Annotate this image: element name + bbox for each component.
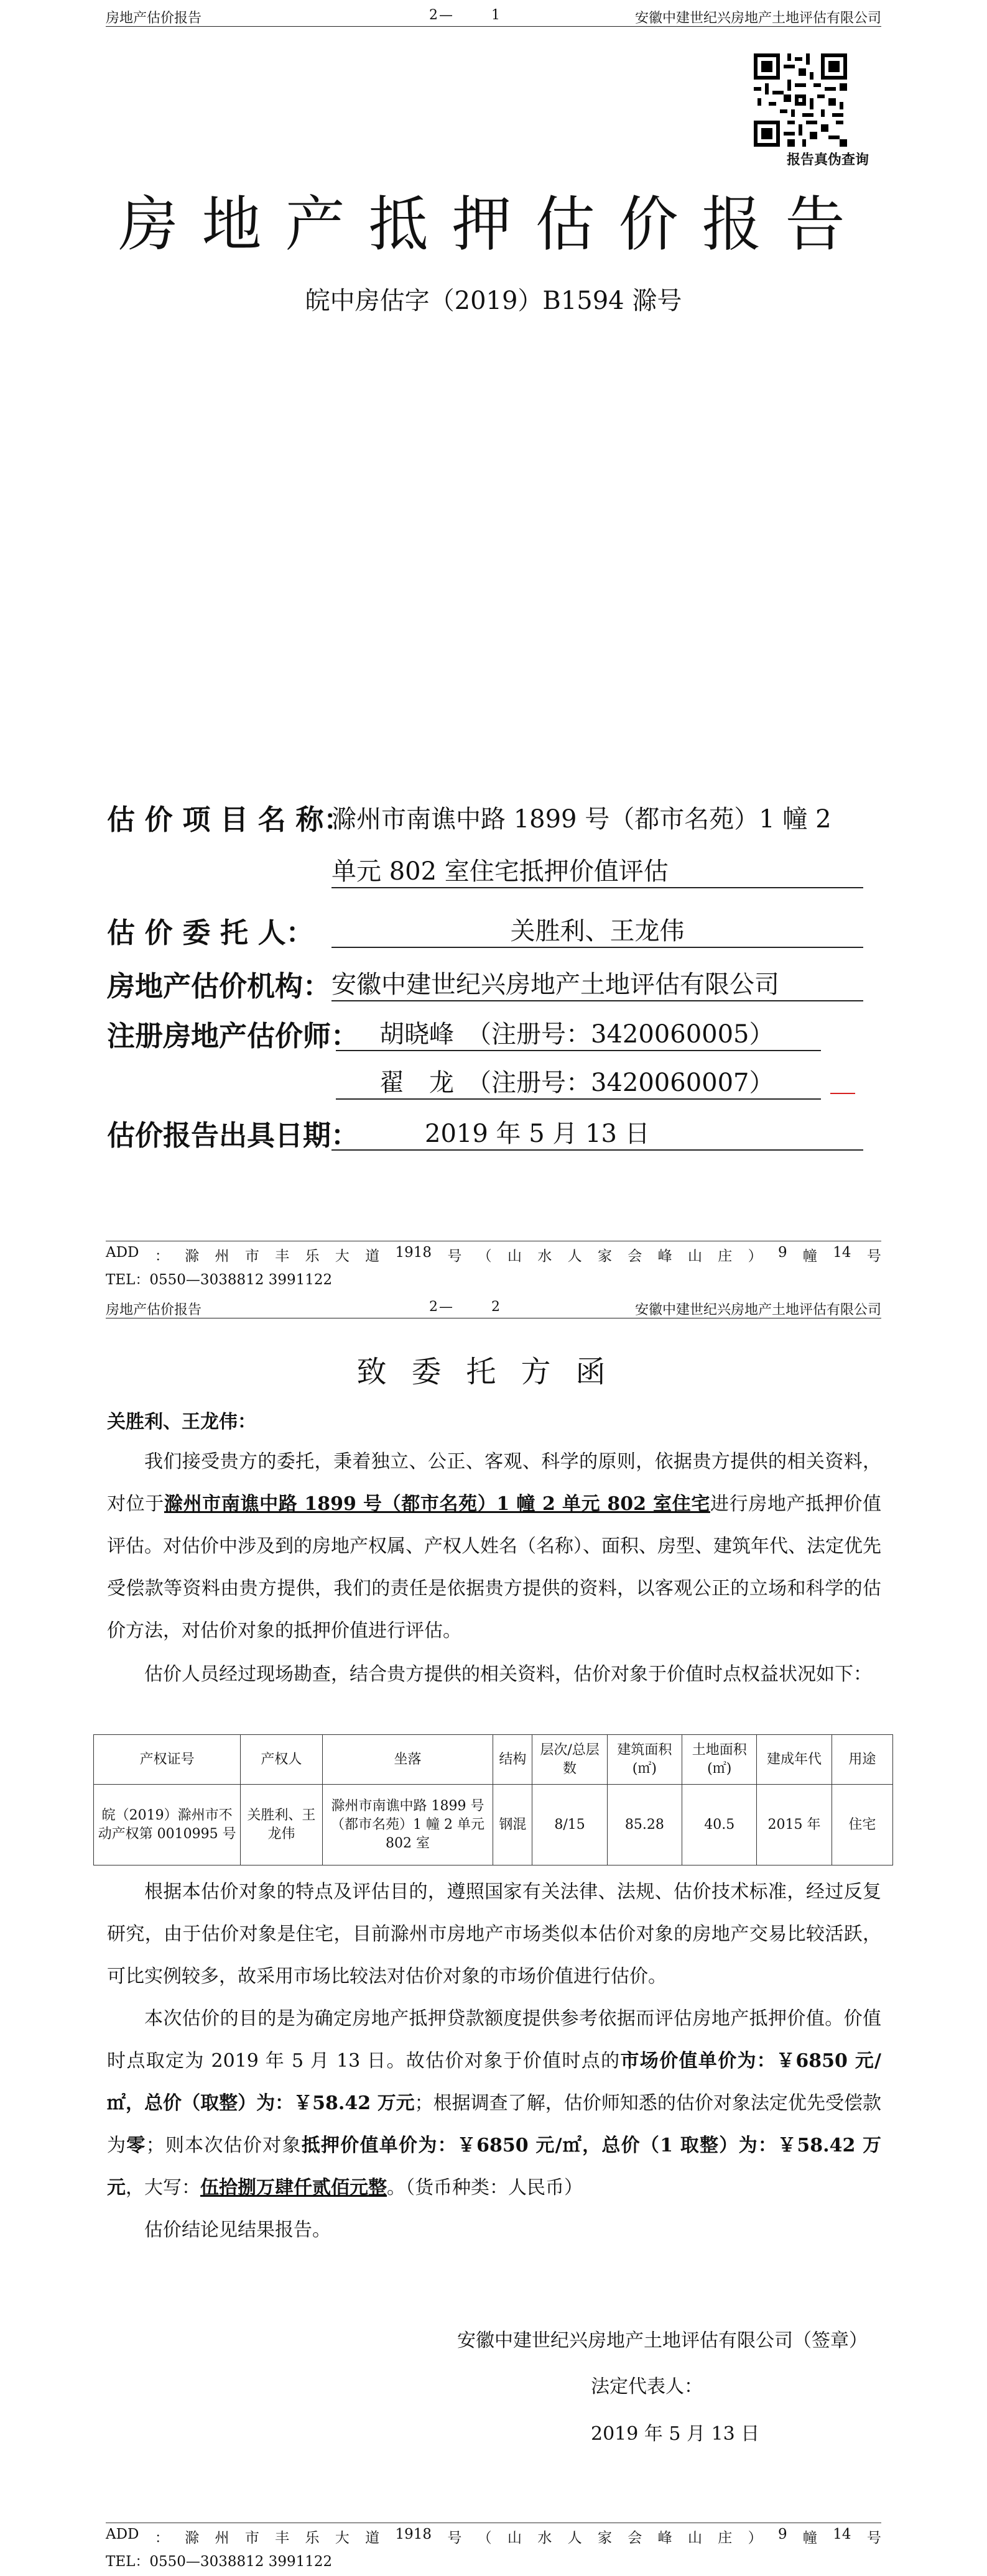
- document-number: 皖中房估字（2019）B1594 滁号: [305, 287, 682, 315]
- footer-address-part: 14: [833, 1244, 851, 1261]
- signature-date: 2019 年 5 月 13 日: [591, 2423, 760, 2445]
- header-middle: 2— 1: [429, 7, 501, 23]
- footer-address-part: 道: [365, 2530, 380, 2546]
- table-cell: 皖（2019）滁州市不动产权第 0010995 号: [94, 1785, 241, 1865]
- footer-address: [106, 2526, 881, 2547]
- letter-title: 致委托方函: [356, 1355, 631, 1389]
- footer-tel: TEL：0550—3038812 3991122: [106, 1272, 333, 1288]
- header-left: 房地产估价报告: [106, 11, 202, 26]
- footer-address-part: ADD: [106, 2526, 139, 2542]
- paragraph-1: 我们接受贵方的委托，秉着独立、公正、客观、科学的原则，依据贵方提供的相关资料，对位于滁州市南谯中路 1899 号（都市名苑）1 幢 2 单元 802 室住宅进行房地产抵押价值评估。对估价中涉及到的房地产权属、产权人姓名（名称）、面积、房型、建筑年代、法定优先受偿款等资料由贵方提供，我们的责任是依据贵方提供的资料，以客观公正的立场和科学的估价方法，对估价对象的抵押价值进行评估。: [107, 1451, 882, 1642]
- table-cell: 住宅: [832, 1785, 892, 1865]
- table-header: 层次/总层数: [532, 1735, 607, 1785]
- footer-address-part: 山: [687, 2530, 702, 2546]
- signature-company: 安徽中建世纪兴房地产土地评估有限公司（签章）: [457, 2330, 868, 2352]
- footer-address-part: （: [477, 1248, 492, 1264]
- footer-address-part: 幢: [802, 1248, 817, 1264]
- footer-address-part: 市: [244, 2530, 259, 2546]
- footer-address-part: 山: [507, 2530, 522, 2546]
- org-label: 房地产估价机构：: [107, 970, 331, 1003]
- footer-address-part: 山: [507, 1248, 522, 1264]
- footer-address-part: 会: [628, 1248, 642, 1264]
- footer-address-part: 号: [447, 1248, 462, 1264]
- table-header: 坐落: [322, 1735, 493, 1785]
- table-header: 建成年代: [757, 1735, 832, 1785]
- footer-address-part: 庄: [718, 2530, 733, 2546]
- table-cell: 40.5: [682, 1785, 757, 1865]
- header-right: 安徽中建世纪兴房地产土地评估有限公司: [634, 11, 881, 26]
- red-mark: [830, 1093, 855, 1094]
- table-header: 土地面积(㎡): [682, 1735, 757, 1785]
- salutation: 关胜利、王龙伟：: [107, 1411, 256, 1433]
- table-cell: 85.28: [607, 1785, 682, 1865]
- table-cell: 关胜利、王龙伟: [241, 1785, 322, 1865]
- footer-address-part: 家: [597, 2530, 612, 2546]
- footer-address-part: ：: [154, 2530, 169, 2546]
- table-cell: 2015 年: [757, 1785, 832, 1865]
- footer-address-part: 乐: [305, 2530, 320, 2546]
- footer-address-part: ：: [154, 1248, 169, 1264]
- footer-address-part: 1918: [395, 2526, 432, 2542]
- project-name-line2: 单元 802 室住宅抵押价值评估: [331, 852, 863, 888]
- footer-address-part: 家: [597, 1248, 612, 1264]
- page1-header: [106, 6, 881, 27]
- footer-address-part: 滁: [185, 2530, 200, 2546]
- page1-footer: [106, 1241, 881, 1290]
- project-name-line1: 滁州市南谯中路 1899 号（都市名苑）1 幢 2: [331, 805, 832, 834]
- footer-address-part: 9: [777, 2526, 787, 2542]
- footer-address-part: 号: [866, 2530, 881, 2546]
- footer-address-part: 州: [215, 1248, 229, 1264]
- footer-address-part: 大: [335, 2530, 350, 2546]
- footer-tel: TEL：0550—3038812 3991122: [106, 2554, 333, 2570]
- date-label: 估价报告出具日期：: [107, 1119, 359, 1152]
- footer-address-part: 大: [335, 1248, 350, 1264]
- footer-address-part: （: [477, 2530, 492, 2546]
- footer-address-part: 人: [567, 2530, 582, 2546]
- footer-address-part: 幢: [802, 2530, 817, 2546]
- table-header: 建筑面积(㎡): [607, 1735, 682, 1785]
- table-header: 用途: [832, 1735, 892, 1785]
- appraiser-2: 翟 龙 （注册号：3420060007）: [336, 1063, 821, 1100]
- property-table: [93, 1734, 893, 1865]
- footer-address-part: 市: [244, 1248, 259, 1264]
- footer-address-part: 水: [537, 1248, 552, 1264]
- qr-code-icon: [754, 53, 847, 147]
- header-middle: 2— 2: [429, 1299, 501, 1315]
- client-value: 关胜利、王龙伟: [331, 911, 863, 948]
- table-cell: 滁州市南谯中路 1899 号（都市名苑）1 幢 2 单元 802 室: [322, 1785, 493, 1865]
- footer-address-part: ）: [748, 2530, 762, 2546]
- org-value: 安徽中建世纪兴房地产土地评估有限公司: [331, 965, 863, 1001]
- footer-address-part: 号: [866, 1248, 881, 1264]
- footer-address-part: 庄: [718, 1248, 733, 1264]
- paragraph-4: 本次估价的目的是为确定房地产抵押贷款额度提供参考依据而评估房地产抵押价值。价值时点取定为 2019 年 5 月 13 日。故估价对象于价值时点的市场价值单价为：￥6850 元/㎡，总价（取整）为：￥58.42 万元；根据调查了解，估价师知悉的估价对象法定优先受偿款为零；则本次估价对象抵押价值单价为：￥6850 元/㎡，总价（1 取整）为：￥58.42 万元，大写：伍拾捌万肆仟贰佰元整。（货币种类：人民币）: [107, 2008, 882, 2199]
- footer-address-part: 州: [215, 2530, 229, 2546]
- footer-address-part: 会: [628, 2530, 642, 2546]
- footer-address-part: 14: [833, 2526, 851, 2542]
- footer-address-part: 道: [365, 1248, 380, 1264]
- appraiser-label: 注册房地产估价师：: [107, 1019, 359, 1052]
- footer-address-part: ）: [748, 1248, 762, 1264]
- footer-address-part: 峰: [657, 2530, 672, 2546]
- table-cell: 钢混: [493, 1785, 532, 1865]
- table-header: 结构: [493, 1735, 532, 1785]
- footer-address-part: 1918: [395, 1244, 432, 1261]
- table-header: 产权证号: [94, 1735, 241, 1785]
- table-row: [94, 1785, 893, 1865]
- footer-address-part: 乐: [305, 1248, 320, 1264]
- page2-header: [106, 1298, 881, 1318]
- footer-address-part: 9: [777, 1244, 787, 1261]
- footer-address-part: 峰: [657, 1248, 672, 1264]
- footer-address-part: 丰: [275, 2530, 290, 2546]
- footer-address: [106, 1244, 881, 1265]
- client-label: 估 价 委 托 人：: [107, 916, 314, 949]
- footer-address-part: 水: [537, 2530, 552, 2546]
- qr-caption: 报告真伪查询: [787, 152, 869, 168]
- footer-address-part: ADD: [106, 1244, 139, 1261]
- paragraph-2: 估价人员经过现场勘查，结合贵方提供的相关资料，估价对象于价值时点权益状况如下：: [144, 1663, 872, 1685]
- header-right: 安徽中建世纪兴房地产土地评估有限公司: [634, 1302, 881, 1318]
- footer-address-part: 号: [447, 2530, 462, 2546]
- table-header-row: [94, 1735, 893, 1785]
- appraiser-1: 胡晓峰 （注册号：3420060005）: [336, 1014, 821, 1051]
- footer-address-part: 丰: [275, 1248, 290, 1264]
- footer-address-part: 山: [687, 1248, 702, 1264]
- footer-address-part: 人: [567, 1248, 582, 1264]
- footer-address-part: 滁: [185, 1248, 200, 1264]
- header-left: 房地产估价报告: [106, 1302, 202, 1318]
- table-cell: 8/15: [532, 1785, 607, 1865]
- date-value: 2019 年 5 月 13 日: [331, 1114, 863, 1151]
- report-title: 房地产抵押估价报告: [118, 190, 869, 259]
- paragraph-3: 根据本估价对象的特点及评估目的，遵照国家有关法律、法规、估价技术标准，经过反复研究，由于估价对象是住宅，目前滁州市房地产市场类似本估价对象的房地产交易比较活跃，可比实例较多，故采用市场比较法对估价对象的市场价值进行估价。: [107, 1881, 881, 1987]
- paragraph-5: 估价结论见结果报告。: [144, 2219, 331, 2241]
- table-header: 产权人: [241, 1735, 322, 1785]
- project-name-label: 估 价 项 目 名 称：: [107, 803, 352, 836]
- page2-footer: [106, 2523, 881, 2572]
- signature-representative: 法定代表人：: [591, 2376, 703, 2398]
